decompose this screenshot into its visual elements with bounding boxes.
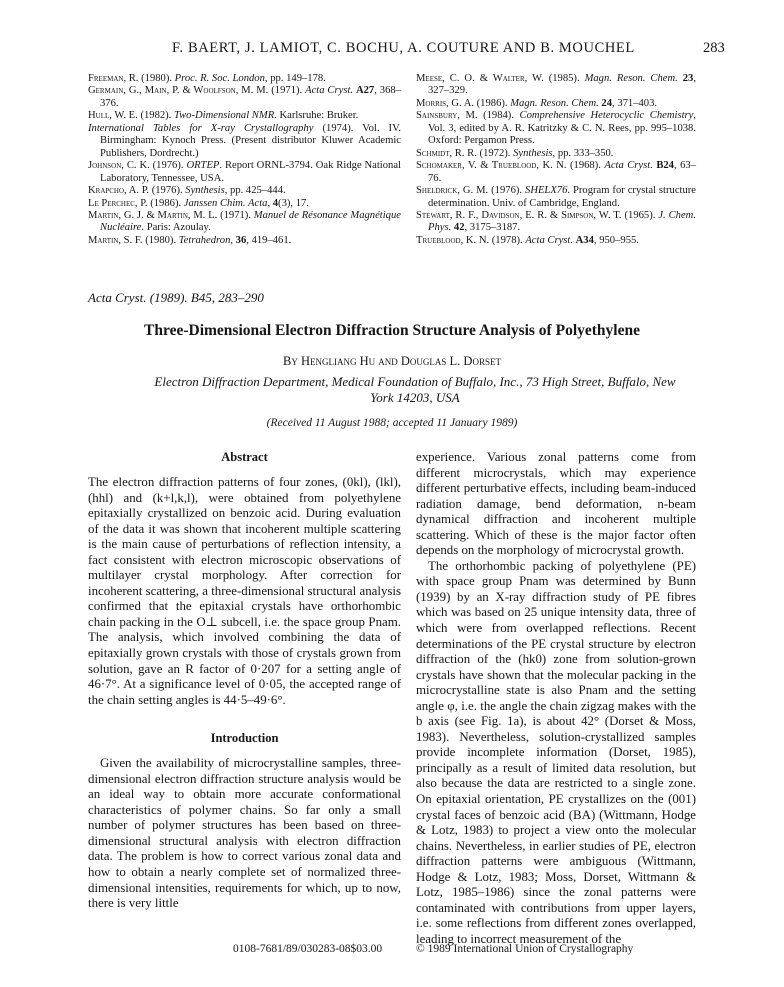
reference-entry [416, 185, 696, 210]
reference-entry [88, 85, 401, 110]
reference-tail: , 368–376. [100, 85, 401, 109]
reference-entry [88, 160, 401, 185]
journal-citation: Acta Cryst. (1989). B45, 283–290 [88, 290, 264, 305]
reference-after: , pp. 425–444. [224, 185, 286, 197]
reference-entry [416, 98, 696, 110]
reference-tail: , 419–461. [246, 234, 292, 246]
reference-entry [88, 185, 401, 197]
references-right-column [416, 73, 696, 247]
reference-rest: (1971). [268, 85, 306, 97]
reference-rest: (1976). [488, 185, 526, 197]
reference-tail: , 63–76. [428, 160, 696, 184]
reference-after: . Paris: Azoulay. [141, 222, 211, 234]
affiliation: Electron Diffraction Department, Medical Foundation of Buffalo, Inc., 73 High Street, Buffalo, New York 14203, USA [154, 374, 676, 405]
reference-entry [416, 148, 696, 160]
reference-after: . Report ORNL-3794. Oak Ridge National Laboratory, Tennessee, USA. [100, 160, 401, 184]
reference-rest: (1971). [217, 209, 254, 221]
reference-entry [88, 110, 401, 122]
reference-entry [416, 235, 696, 247]
reference-bold: 24 [601, 97, 613, 109]
reference-rest: (1982). [137, 110, 175, 122]
reference-italic: Janssen Chim. Acta [183, 197, 268, 209]
reference-rest: (1972). [476, 147, 514, 159]
reference-tail: , 950–955. [593, 234, 639, 246]
reference-after: , Vol. 3, edited by A. R. Katritzky & C. N. Rees, pp. 995–1038. Oxford: Pergamon Press. [428, 110, 696, 147]
reference-italic: Acta Cryst. [305, 85, 354, 97]
reference-rest: (1986). [474, 97, 511, 109]
right-body-column [416, 450, 696, 948]
reference-italic: Two-Dimensional NMR [174, 110, 275, 122]
reference-italic: Comprehensive Heterocyclic Chemistry [519, 110, 694, 122]
reference-rest: (1978). [489, 234, 526, 246]
body-paragraph-packing: The orthorhombic packing of polyethylene (PE) with space group Pnam was determined by Bunn (1939) by an X-ray diffraction study of PE fibres which was based on 25 unique intensity data, three of which were from overlapped reflections. Recent determinations of the PE crystal structure by electron diffraction of the (hk0) zone from solution-grown crystals have shown that the molecular packing in the microcrystalline state is also Pnam and the setting angle φ, i.e. the angle the chain zigzag makes with the b axis (see Fig. 1a), is about 42° (Dorset & Moss, 1983). Nevertheless, solution-crystallized samples provide incomplete information (Dorset, 1985), principally as a result of limited data resolution, but also because the data are restricted to a single zone. On epitaxial orientation, PE crystallizes on the (001) crystal faces of benzoic acid (BA) (Wittmann, Hodge & Lotz, 1983) to project a view onto the molecular chains. Nevertheless, in earlier studies of PE, electron diffraction patterns were ambiguous (Wittmann, Hodge & Lotz, 1983; Moss, Dorset, Wittmann & Lotz, 1985–1986) since the zonal patterns were contaminated with contributions from upper layers, i.e. some reflections from different zones overlapped, leading to incorrect measurement of the [416, 558, 696, 946]
article-byline [0, 354, 784, 369]
reference-author: Meese, C. O. & Walter, W. [416, 73, 544, 84]
reference-rest: (1976). [149, 185, 186, 197]
reference-italic: Manuel de Résonance Magnétique Nucléaire [100, 209, 401, 234]
author-names: By Hengliang Hu and Douglas L. Dorset [283, 354, 501, 368]
reference-after: , [267, 197, 273, 209]
reference-author: Schmidt, R. R. [416, 147, 477, 159]
reference-tail: , 371–403. [612, 97, 658, 109]
left-body-column [88, 450, 401, 912]
reference-author: Sainsbury, M. [416, 110, 478, 122]
reference-bold: B24 [656, 160, 674, 172]
reference-after: , [230, 234, 236, 246]
reference-italic: Magn. Reson. Chem. [510, 97, 599, 109]
reference-bold: 36 [235, 234, 247, 246]
reference-entry [88, 73, 401, 85]
reference-rest: (1976). [149, 160, 187, 172]
article-code: 0108-7681/89/030283-08$03.00 [233, 943, 383, 955]
reference-entry [416, 160, 696, 185]
reference-entry [416, 73, 696, 98]
reference-italic: International Tables for X-ray Crystallography [88, 122, 314, 134]
reference-rest: (1980). [142, 234, 179, 246]
reference-author: Hull, W. E. [88, 110, 138, 122]
received-dates: (Received 11 August 1988; accepted 11 January 1989) [266, 417, 518, 429]
reference-author: Freeman, R. [88, 73, 139, 84]
reference-author: Martin, S. F. [88, 234, 143, 246]
reference-tail: , 3175–3187. [464, 222, 521, 234]
references-left-column [88, 73, 401, 247]
reference-after: (1974). Vol. IV. Birmingham: Kynoch Press. (Present distributor Kluwer Academic Publishers, Dordrecht.) [100, 122, 402, 159]
introduction-text: Given the availability of microcrystalline samples, three-dimensional electron diffraction structure analysis would be an ideal way to obtain more accurate conformational characteristics of polymer chains. So far only a small number of polymer structures has been based on three-dimensional structural analysis with electron diffraction data. The problem is how to correct various zonal data and how to obtain a nearly complete set of normalized three-dimensional intensities, requirements for which, up to now, there is very little [88, 756, 401, 911]
running-head [0, 0, 784, 60]
reference-rest: (1965). [621, 209, 659, 221]
page-number: 283 [703, 40, 725, 56]
reference-author: Johnson, C. K. [88, 160, 150, 172]
reference-after: , pp. 149–178. [264, 73, 326, 84]
reference-bold: A27 [355, 85, 375, 97]
reference-bold: 4 [272, 197, 279, 209]
reference-entry [88, 198, 401, 210]
reference-tail: (3), 17. [278, 197, 309, 209]
reference-rest: (1984). [477, 110, 520, 122]
reference-after: , pp. 333–350. [552, 147, 614, 159]
reference-rest: (1985). [543, 73, 585, 84]
reference-author: Trueblood, K. N. [416, 234, 490, 246]
reference-italic: ORTEP [186, 160, 220, 172]
reference-author: Morris, G. A. [416, 97, 474, 109]
reference-entry [88, 235, 401, 247]
reference-author: Sheldrick, G. M. [416, 185, 489, 197]
reference-italic: Acta Cryst. [604, 160, 653, 172]
reference-author: Le Perchec, P. [88, 197, 148, 209]
reference-tail: , 327–329. [428, 73, 696, 97]
reference-author: Krapcho, A. P. [88, 185, 150, 197]
reference-italic: J. Chem. Phys. [428, 209, 696, 234]
reference-entry [416, 110, 696, 147]
reference-italic: Proc. R. Soc. London [174, 73, 265, 84]
reference-italic: Magn. Reson. Chem. [584, 73, 678, 84]
abstract-text: The electron diffraction patterns of four zones, (0kl), (lkl), (hhl) and (k+l,k,l), were obtained from polyethylene epitaxially crystallized on benzoic acid. During evaluation of the data it was shown that incoherent multiple scattering is the main cause of perturbations of reflection intensity, a fact consistent with electron microscopic observations of multilayer crystal morphology. After correction for incoherent scattering, a three-dimensional structural analysis confirmed that the epitaxial crystals have orthorhombic chain packing in the O⊥ subcell, i.e. the space group Pnam. The analysis, which involved combining the data of epitaxially grown crystals with those of crystals grown from solution, gave an R factor of 0·207 for a setting angle of 46·7°. At a significance level of 0·05, the accepted range of the chain setting angles is 44·5–49·6°. [88, 475, 401, 707]
introduction-heading: Introduction [210, 731, 279, 746]
reference-author: Stewart, R. F., Davidson, E. R. & Simpson, W. T. [416, 209, 622, 221]
reference-author: Germain, G., Main, P. & Woolfson, M. M. [88, 85, 269, 97]
reference-author: Schomaker, V. & Trueblood, K. N. [416, 160, 567, 172]
reference-rest: (1968). [566, 160, 605, 172]
body-paragraph-continued: experience. Various zonal patterns come from different microcrystals, which may experience different perturbative effects, including beam-induced radiation damage, bend deformation, n-beam dynamical diffraction and incoherent multiple scattering. Which of these is the major factor often depends on the morphology of microcrystal growth. [416, 450, 696, 558]
article-title: Three-Dimensional Electron Diffraction Structure Analysis of Polyethylene [144, 322, 640, 339]
copyright: © 1989 International Union of Crystallography [416, 943, 634, 955]
reference-entry [416, 210, 696, 235]
reference-after: . Program for crystal structure determination. Univ. of Cambridge, England. [428, 185, 696, 209]
abstract-heading: Abstract [221, 450, 268, 464]
reference-rest: (1986). [147, 197, 184, 209]
reference-italic: Tetrahedron [178, 234, 231, 246]
reference-italic: Synthesis [185, 185, 225, 197]
reference-bold: 42 [453, 222, 465, 234]
reference-rest: (1980). [138, 73, 175, 84]
reference-after: . Karlsruhe: Bruker. [274, 110, 359, 122]
reference-entry [88, 123, 401, 160]
reference-italic: Synthesis [513, 147, 553, 159]
reference-italic: SHELX76 [525, 185, 568, 197]
reference-author: Martin, G. J. & Martin, M. L. [88, 209, 218, 221]
reference-bold: A34 [575, 234, 594, 246]
reference-italic: Acta Cryst. [525, 234, 573, 246]
running-head-authors: F. BAERT, J. LAMIOT, C. BOCHU, A. COUTURE AND B. MOUCHEL [172, 40, 635, 56]
reference-bold: 23 [682, 73, 694, 84]
reference-entry [88, 210, 401, 235]
